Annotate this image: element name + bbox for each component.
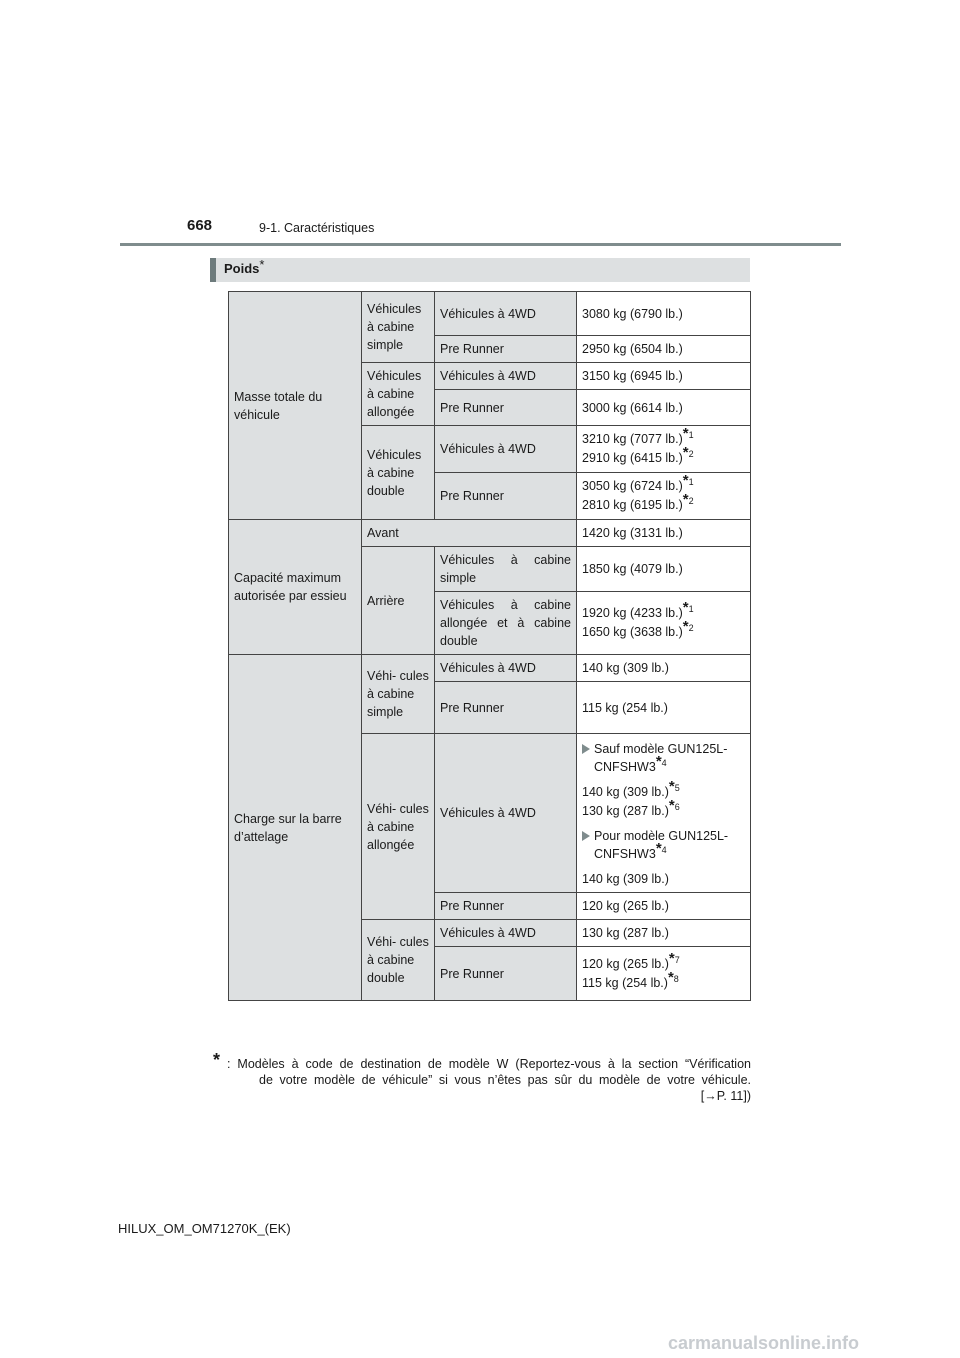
footnote-line: : Modèles à code de destination de modèle W (Reportez-vous à la section “Vérification: [227, 1057, 751, 1071]
note-mark: *: [682, 472, 689, 489]
cell-pre-runner: Pre Runner: [435, 682, 577, 734]
cell-value: 115 kg (254 lb.): [577, 682, 751, 734]
cell-value: 1420 kg (3131 lb.): [577, 520, 751, 547]
note-number: 8: [673, 973, 679, 984]
cell-extended-cab: Véhi- cules à cabine allongée: [362, 734, 435, 920]
cell-towbar-load: Charge sur la barre d’attelage: [229, 655, 362, 1001]
cell-value: 140 kg (309 lb.): [577, 655, 751, 682]
note-mark: *: [668, 778, 675, 795]
cell-single-cab: Véhicules à cabine simple: [362, 292, 435, 363]
cell-single-cab: Véhi- cules à cabine simple: [362, 655, 435, 734]
cell-single-cab: Véhicules à cabine simple: [435, 547, 577, 592]
cell-4wd: Véhicules à 4WD: [435, 734, 577, 893]
note-number: 4: [661, 758, 667, 768]
note-mark: *: [668, 949, 675, 967]
page-number: 668: [187, 217, 213, 234]
note-mark: *: [682, 618, 689, 635]
cell-pre-runner: Pre Runner: [435, 336, 577, 363]
cell-value-models: Sauf modèle GUN125L-CNFSHW3*$^4$ 140 kg (309 lb.)*$^5$ 130 kg (287 lb.)*$^6$ Pour modèle GUN125L-CNFSHW3*$^4$ 140 kg (309 lb.): [577, 734, 751, 893]
cell-value: 3080 kg (6790 lb.): [577, 292, 751, 336]
cell-4wd: Véhicules à 4WD: [435, 363, 577, 390]
cell-value: 120 kg (265 lb.): [577, 893, 751, 920]
cell-4wd: Véhicules à 4WD: [435, 292, 577, 336]
band-title: [224, 257, 265, 276]
note-mark: *: [682, 599, 689, 616]
band-title-text: Poids: [224, 261, 260, 276]
weight-table: [228, 291, 751, 1001]
page-reference-link[interactable]: [→P. 11]): [700, 1089, 751, 1103]
note-number: 7: [674, 954, 680, 965]
footnote: [213, 1050, 751, 1104]
note-number: 4: [661, 845, 667, 855]
section-band: [210, 258, 750, 282]
cell-pre-runner: Pre Runner: [435, 473, 577, 520]
cell-value-multi: 120 kg (265 lb.)*$^7$ 115 kg (254 lb.)*$^8$: [577, 947, 751, 1001]
note-number: 5: [674, 783, 680, 793]
cell-axle-capacity: Capacité maximum autorisée par essieu: [229, 520, 362, 655]
note-number: 6: [674, 802, 680, 812]
cell-value: 3000 kg (6614 lb.): [577, 390, 751, 426]
cell-value: 130 kg (287 lb.): [577, 920, 751, 947]
cell-4wd: Véhicules à 4WD: [435, 920, 577, 947]
note-mark: *: [667, 968, 674, 986]
watermark: carmanualsonline.info: [668, 1333, 860, 1353]
cell-pre-runner: Pre Runner: [435, 947, 577, 1001]
model-bullet: Pour modèle GUN125L-CNFSHW3*$^4$: [582, 827, 745, 864]
cell-double-cab: Véhi- cules à cabine double: [362, 920, 435, 1001]
band-title-mark: *: [259, 257, 265, 272]
footnote-line: de votre modèle de véhicule” si vous n’êtes pas sûr du modèle de votre véhicule.: [259, 1073, 751, 1087]
note-mark: *: [682, 491, 689, 508]
footnote-star: *: [213, 1050, 221, 1070]
section-title: 9-1. Caractéristiques: [259, 221, 375, 235]
cell-4wd: Véhicules à 4WD: [435, 655, 577, 682]
cell-extended-double-cab: Véhicules à cabine allongée et à cabine double: [435, 592, 577, 655]
table-row: [229, 292, 751, 336]
footer-code: HILUX_OM_OM71270K_(EK): [118, 1221, 291, 1236]
cell-pre-runner: Pre Runner: [435, 390, 577, 426]
note-number: 2: [688, 449, 694, 459]
cell-pre-runner: Pre Runner: [435, 893, 577, 920]
table-row: [229, 655, 751, 682]
table-row: [229, 520, 751, 547]
cell-double-cab: Véhicules à cabine double: [362, 426, 435, 520]
note-number: 1: [688, 604, 694, 614]
cell-rear: Arrière: [362, 547, 435, 655]
cell-4wd: Véhicules à 4WD: [435, 426, 577, 473]
note-mark: *: [682, 444, 689, 461]
bullet-triangle-icon: [582, 831, 590, 841]
band-tab: [210, 258, 216, 282]
note-mark: *: [682, 425, 689, 442]
note-number: 1: [688, 477, 694, 487]
model-bullet: Sauf modèle GUN125L-CNFSHW3*$^4$: [582, 740, 745, 777]
cell-value-multi: 1920 kg (4233 lb.)*$^1$ 1650 kg (3638 lb.)*$^2$: [577, 592, 751, 655]
note-mark: *: [655, 753, 662, 770]
cell-extended-cab: Véhicules à cabine allongée: [362, 363, 435, 426]
cell-value-multi: 3050 kg (6724 lb.)*$^1$ 2810 kg (6195 lb.)*$^2$: [577, 473, 751, 520]
cell-value: 1850 kg (4079 lb.): [577, 547, 751, 592]
cell-value-multi: 3210 kg (7077 lb.)*$^1$ 2910 kg (6415 lb.)*$^2$: [577, 426, 751, 473]
cell-value: 3150 kg (6945 lb.): [577, 363, 751, 390]
cell-value: 2950 kg (6504 lb.): [577, 336, 751, 363]
bullet-triangle-icon: [582, 744, 590, 754]
note-mark: *: [668, 797, 675, 814]
note-number: 1: [688, 430, 694, 440]
cell-front: Avant: [362, 520, 577, 547]
note-number: 2: [688, 623, 694, 633]
header-rule: [120, 243, 841, 246]
note-number: 2: [688, 496, 694, 506]
cell-total-mass: Masse totale du véhicule: [229, 292, 362, 520]
note-mark: *: [655, 840, 662, 857]
